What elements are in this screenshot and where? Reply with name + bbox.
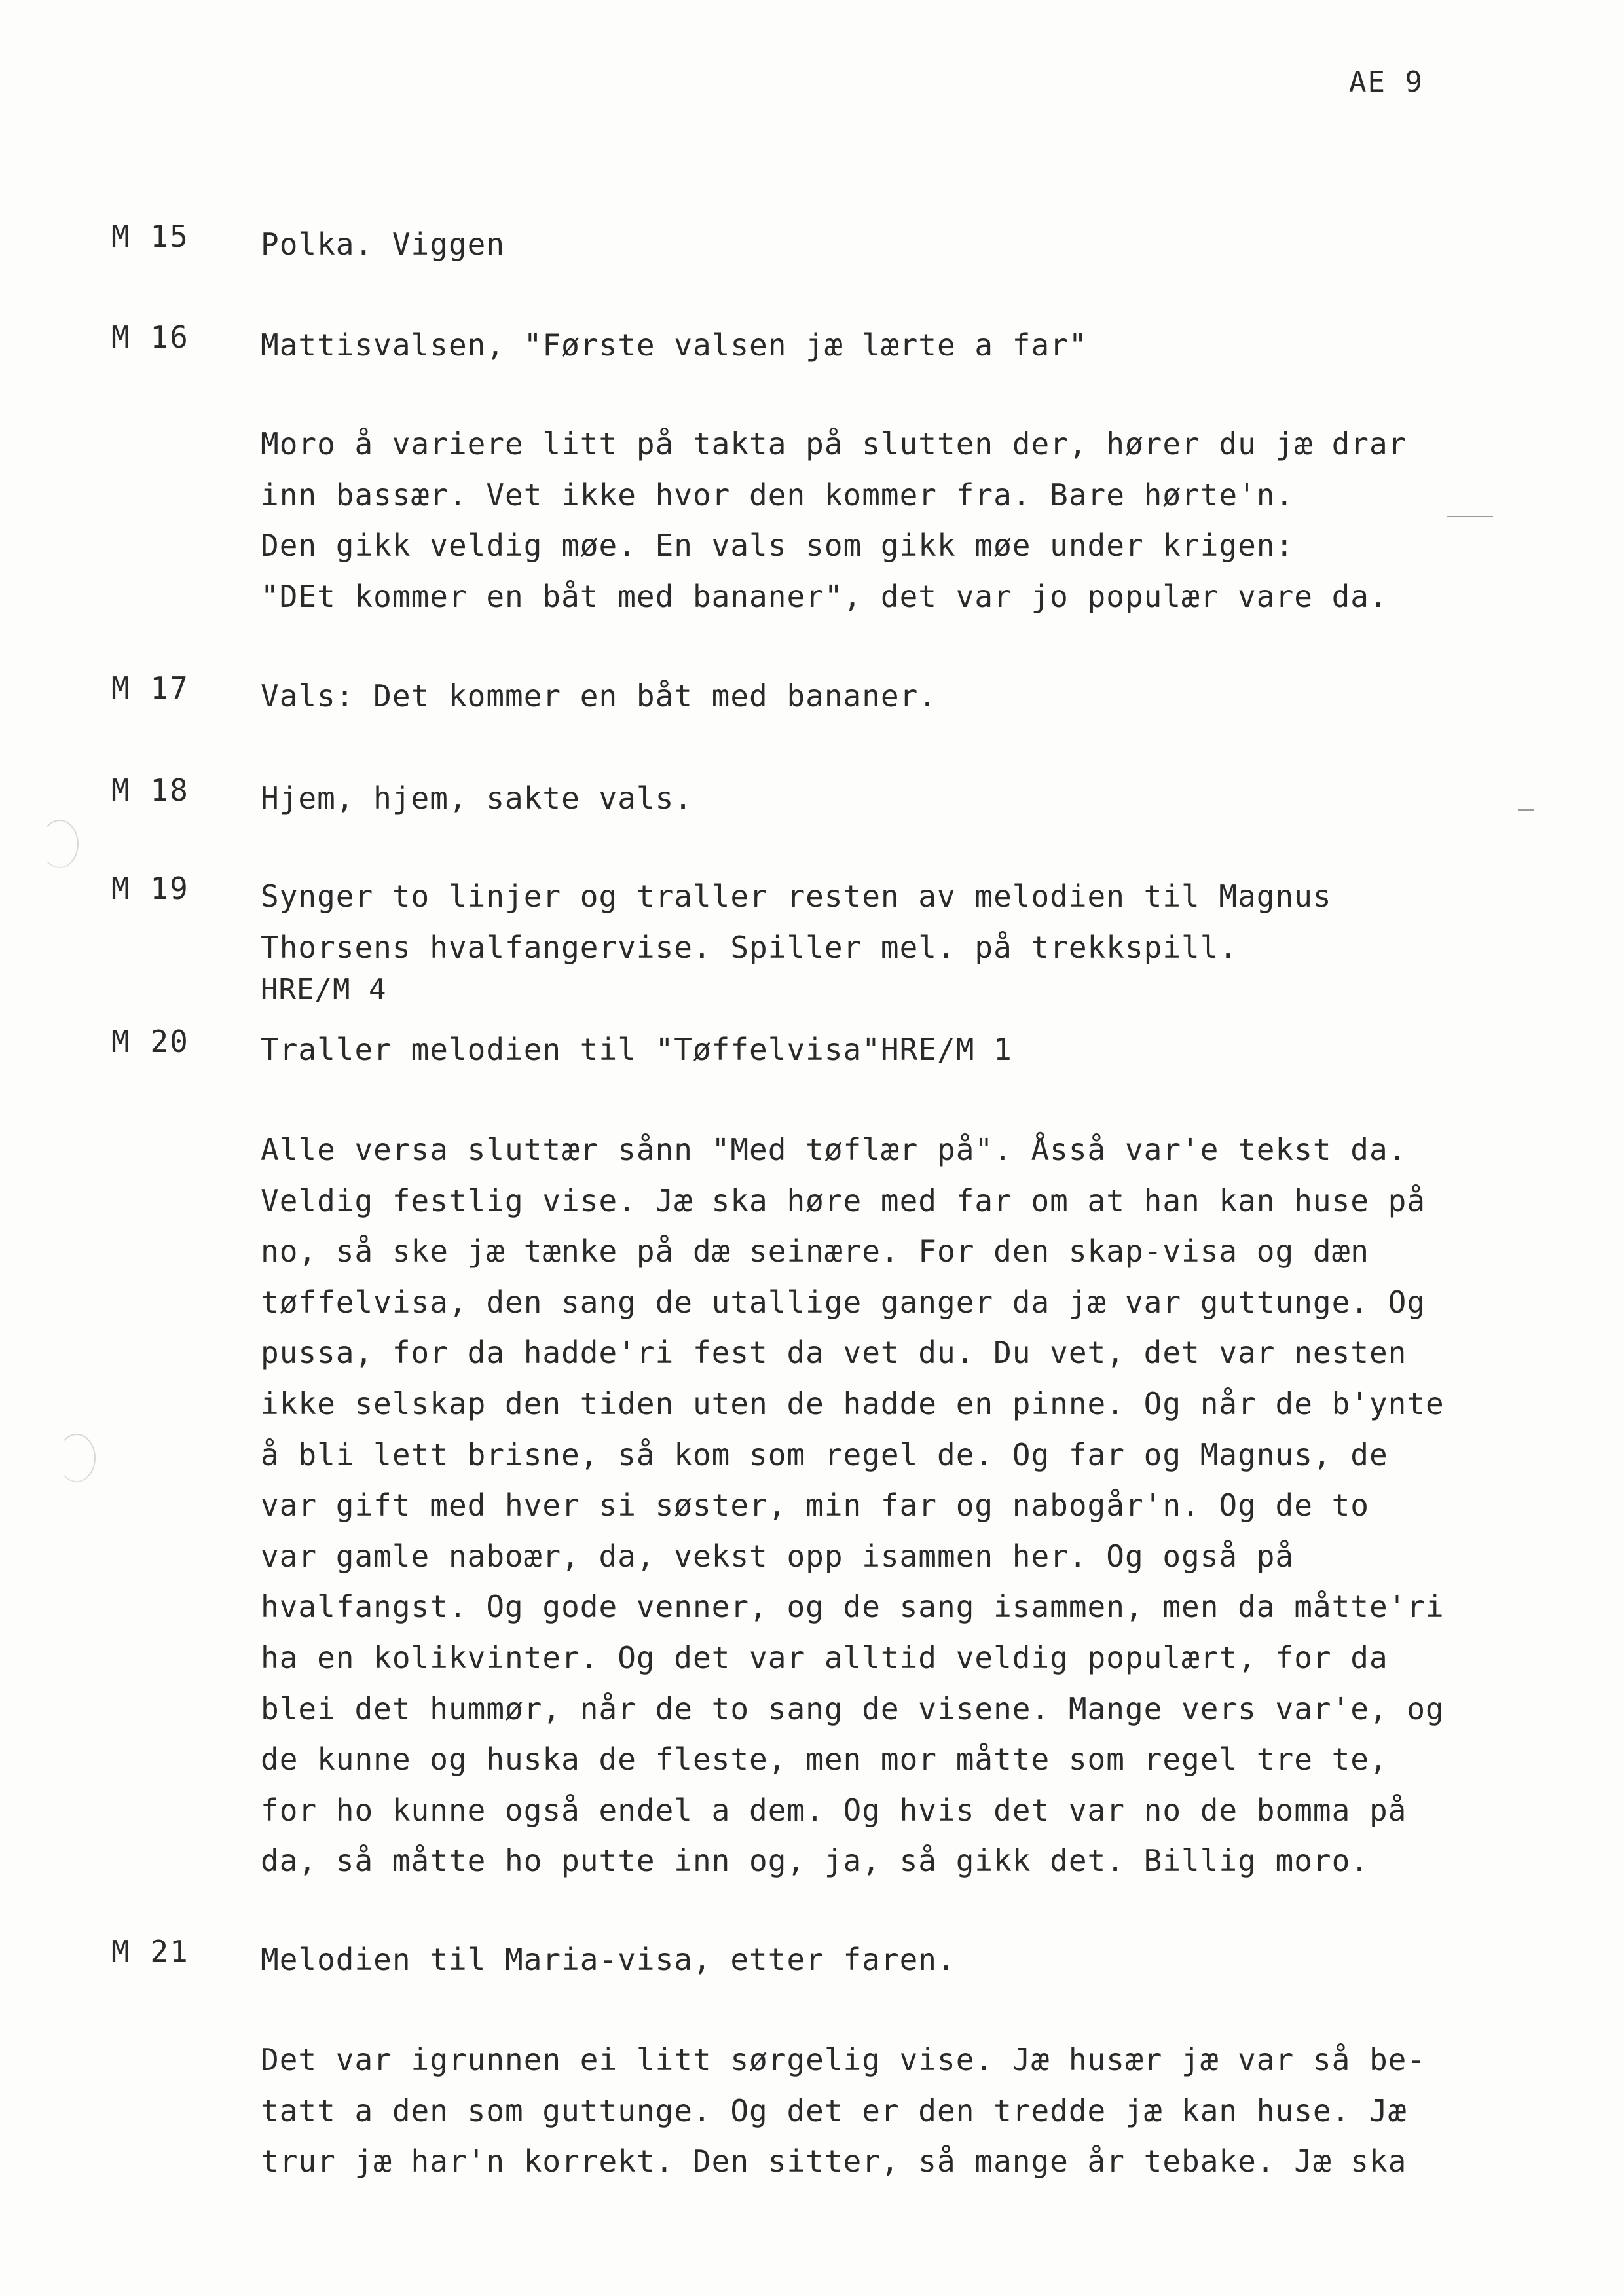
page-number: AE 9 (1349, 65, 1424, 99)
paragraph-line: Moro å variere litt på takta på slutten der, hører du jæ drar (261, 426, 1407, 462)
entry-code: M 15 (111, 219, 189, 254)
entry-title (261, 773, 1557, 824)
entry-title-line: Hjem, hjem, sakte vals. (261, 780, 693, 816)
paragraph-line: Veldig festlig vise. Jæ ska høre med far om at han kan huse på (261, 1182, 1426, 1218)
entry-code: M 16 (111, 319, 189, 355)
paragraph-line: blei det hummør, når de to sang de visene. Mange vers var'e, og (261, 1690, 1445, 1726)
comment-paragraph-m16 (261, 419, 1564, 622)
entry-title-line: Vals: Det kommer en båt med bananer. (261, 678, 937, 714)
paragraph-line: hvalfangst. Og gode venner, og de sang isammen, men da måtte'ri (261, 1589, 1445, 1625)
entry-title-line: Polka. Viggen (261, 227, 506, 262)
comment-paragraph-m21 (261, 2035, 1564, 2187)
entry-title-line: Mattisvalsen, "Første valsen jæ lærte a far" (261, 327, 1088, 363)
paragraph-line: Alle versa sluttær sånn "Med tøflær på". Åsså var'e tekst da. (261, 1132, 1407, 1167)
paragraph-line: inn bassær. Vet ikke hvor den kommer fra. Bare hørte'n. (261, 477, 1295, 513)
entry-title (261, 871, 1557, 1007)
paragraph-line: da, så måtte ho putte inn og, ja, så gikk det. Billig moro. (261, 1843, 1369, 1879)
stray-ink-mark (1447, 516, 1493, 517)
entry-code: M 18 (111, 773, 189, 808)
paragraph-line: Den gikk veldig møe. En vals som gikk møe under krigen: (261, 528, 1295, 564)
paragraph-line: pussa, for da hadde'ri fest da vet du. Du vet, det var nesten (261, 1335, 1407, 1371)
entry-title (261, 1024, 1557, 1075)
entry-title-line: Synger to linjer og traller resten av melodien til Magnus (261, 879, 1332, 914)
entry-code: M 21 (111, 1934, 189, 1969)
entry-title (261, 1934, 1557, 1985)
paragraph-line: ikke selskap den tiden uten de hadde en pinne. Og når de b'ynte (261, 1385, 1445, 1421)
paragraph-line: "DEt kommer en båt med bananer", det var jo populær vare da. (261, 578, 1388, 614)
entry-code: M 17 (111, 670, 189, 706)
entry-code: M 19 (111, 871, 189, 906)
paragraph-line: Det var igrunnen ei litt sørgelig vise. Jæ husær jæ var så be- (261, 2042, 1426, 2077)
paragraph-line: var gamle naboær, da, vekst opp isammen her. Og også på (261, 1538, 1295, 1574)
paragraph-line: trur jæ har'n korrekt. Den sitter, så mange år tebake. Jæ ska (261, 2143, 1407, 2179)
entry-reference: HRE/M 4 (261, 973, 387, 1006)
paragraph-line: for ho kunne også endel a dem. Og hvis det var no de bomma på (261, 1792, 1407, 1828)
paragraph-line: de kunne og huska de fleste, men mor måtte som regel tre te, (261, 1741, 1388, 1777)
entry-title-line: Melodien til Maria-visa, etter faren. (261, 1942, 956, 1977)
entry-title (261, 670, 1557, 721)
paragraph-line: ha en kolikvinter. Og det var alltid veldig populært, for da (261, 1639, 1388, 1675)
entry-title-line: Traller melodien til "Tøffelvisa"HRE/M 1 (261, 1032, 1012, 1067)
paragraph-line: no, så ske jæ tænke på dæ seinære. For den skap-visa og dæn (261, 1233, 1369, 1269)
punch-hole-mark (41, 820, 79, 868)
comment-paragraph-m20 (261, 1125, 1564, 1887)
stray-ink-mark (1518, 809, 1534, 811)
punch-hole-mark (58, 1434, 96, 1482)
entry-title (261, 319, 1557, 371)
paragraph-line: tatt a den som guttunge. Og det er den tredde jæ kan huse. Jæ (261, 2092, 1407, 2128)
entry-title-line: Thorsens hvalfangervise. Spiller mel. på trekkspill. (261, 930, 1238, 965)
paragraph-line: var gift med hver si søster, min far og nabogår'n. Og de to (261, 1487, 1369, 1523)
paragraph-line: å bli lett brisne, så kom som regel de. Og far og Magnus, de (261, 1436, 1388, 1472)
entry-title (261, 219, 1557, 270)
paragraph-line: tøffelvisa, den sang de utallige ganger da jæ var guttunge. Og (261, 1284, 1426, 1320)
entry-code: M 20 (111, 1024, 189, 1059)
